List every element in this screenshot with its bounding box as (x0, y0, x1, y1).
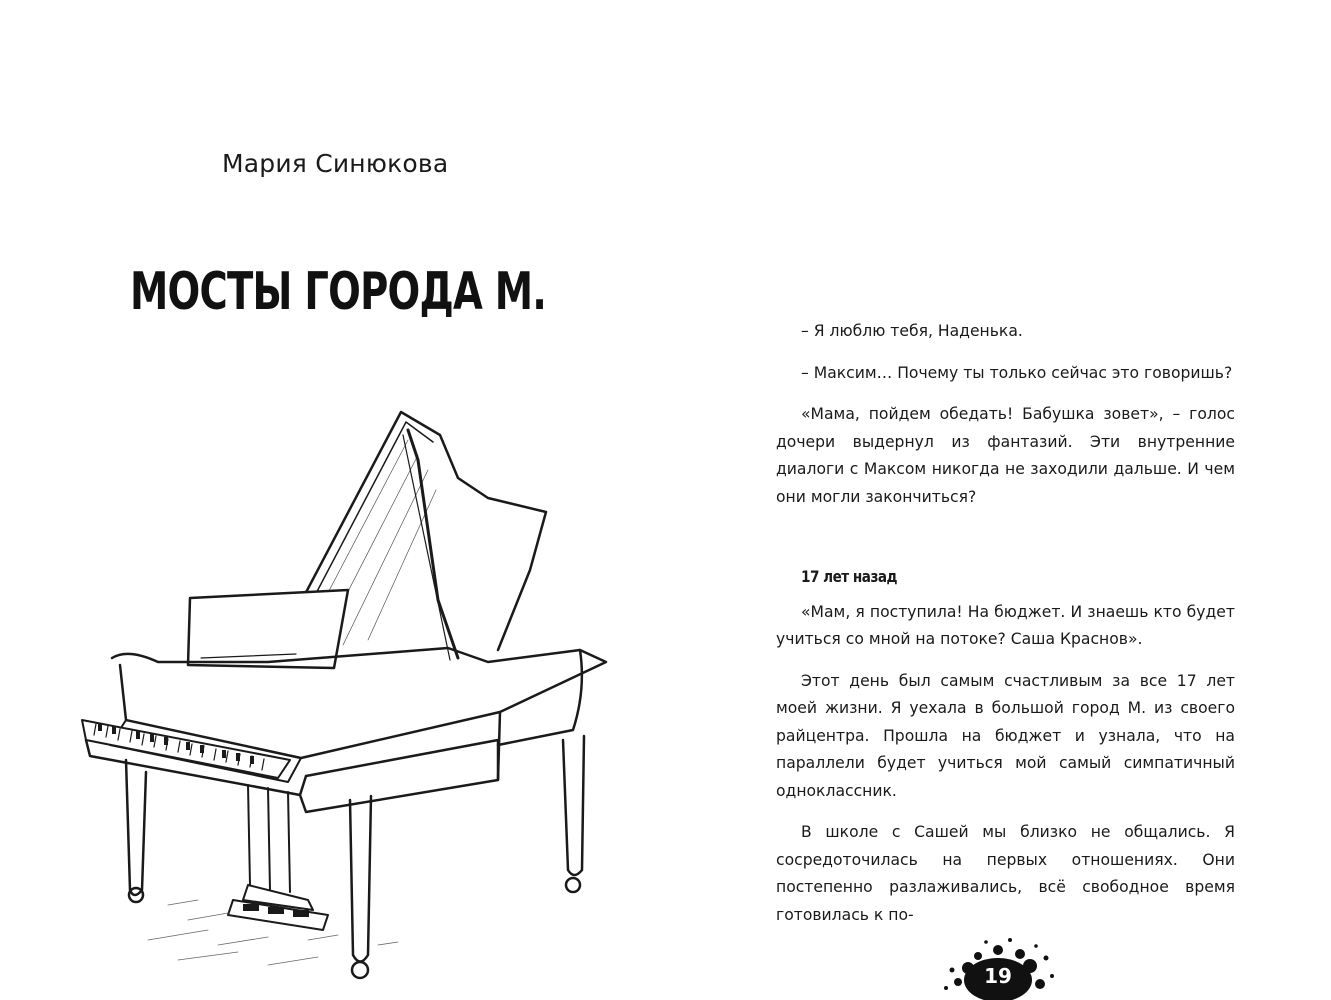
dialogue-line: – Максим… Почему ты только сейчас это говоришь? (801, 363, 1233, 382)
paragraph: Этот день был самым счастливым за все 17 лет моей жизни. Я уехала в большой город М. из своего райцентра. Прошла на бюджет и узнала, что на параллели будет учиться мой самый симпатичный одноклассник. (776, 671, 1235, 800)
author-name: Мария Синюкова (222, 149, 449, 178)
grand-piano-icon (68, 400, 628, 1000)
section-heading: 17 лет назад (801, 567, 897, 586)
paragraph: «Мам, я поступила! На бюджет. И знаешь кто будет учиться со мной на потоке? Саша Краснов». (776, 602, 1235, 648)
body-text (776, 318, 1235, 943)
paragraph: В школе с Сашей мы близко не общались. Я сосредоточилась на первых отношениях. Они постепенно разлаживались, всё свободное время готовилась к по- (776, 823, 1235, 924)
dialogue-line: – Я люблю тебя, Наденька. (801, 322, 1023, 340)
paragraph: «Мама, пойдем обедать! Бабушка зовет», – голос дочери выдернул из фантазий. Эти внутренние диалоги с Максом никогда не заходили дальше. И чем они могли закончиться? (776, 405, 1235, 506)
grand-piano-illustration (68, 400, 628, 1000)
book-title: МОСТЫ ГОРОДА М. (130, 262, 547, 322)
page-number-badge (938, 936, 1058, 1000)
page-number: 19 (984, 964, 1012, 988)
